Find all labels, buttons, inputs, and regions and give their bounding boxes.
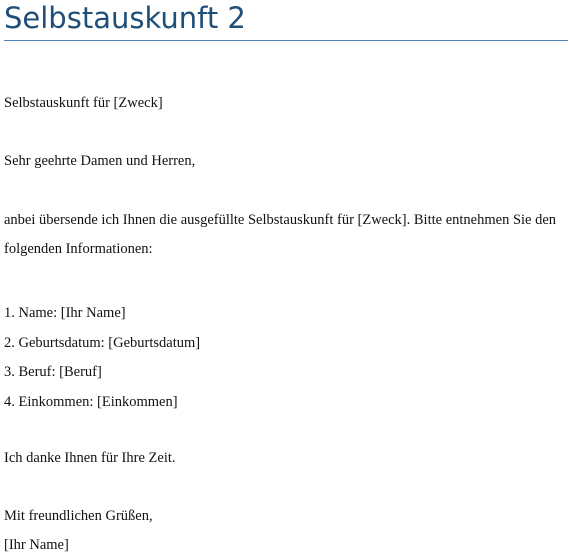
info-list xyxy=(4,299,200,417)
closing-line: Mit freundlichen Grüßen, xyxy=(4,508,153,524)
subject-line: Selbstauskunft für [Zweck] xyxy=(4,95,163,111)
signature-line: [Ihr Name] xyxy=(4,537,69,553)
list-item: 1. Name: [Ihr Name] xyxy=(4,305,126,321)
thanks-line: Ich danke Ihnen für Ihre Zeit. xyxy=(4,450,176,466)
list-item: 4. Einkommen: [Einkommen] xyxy=(4,393,178,410)
intro-paragraph: anbei übersende ich Ihnen die ausgefüllte Selbstauskunft für [Zweck]. Bitte entnehmen Sie den folgenden Informationen: xyxy=(4,212,557,257)
salutation: Sehr geehrte Damen und Herren, xyxy=(4,153,196,169)
list-item: 2. Geburtsdatum: [Geburtsdatum] xyxy=(4,334,201,351)
title-divider xyxy=(4,40,568,41)
list-item: 3. Beruf: [Beruf] xyxy=(4,364,102,380)
document-title: Selbstauskunft 2 xyxy=(4,1,246,35)
